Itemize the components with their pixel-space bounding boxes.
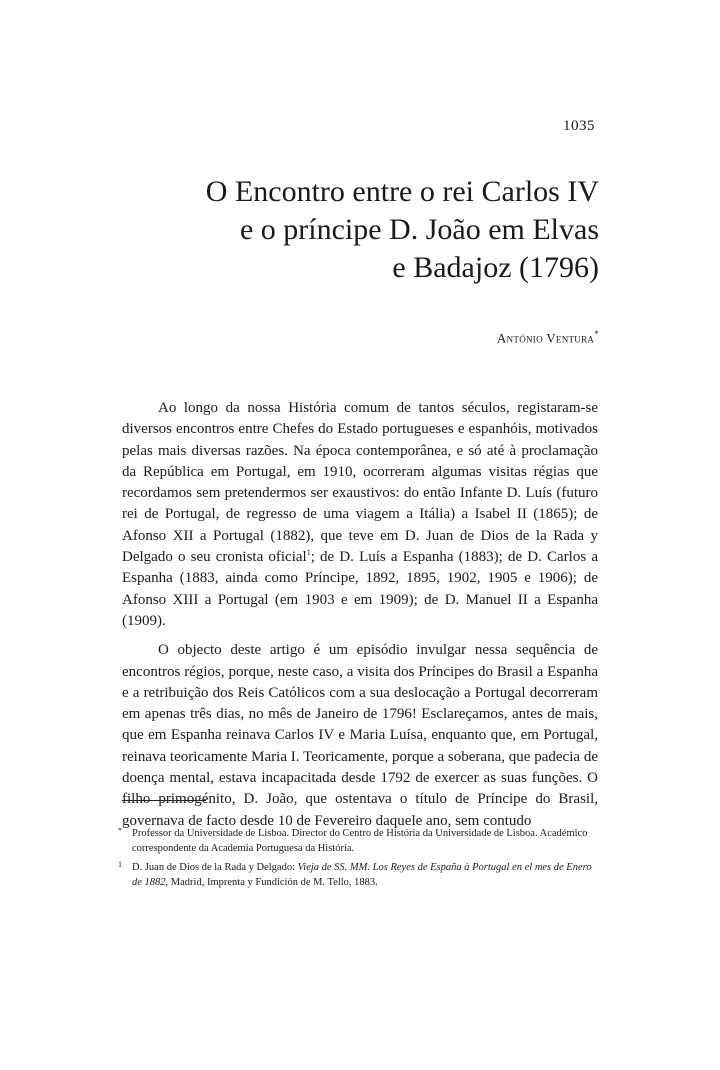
footnotes — [118, 826, 602, 894]
article-body — [122, 398, 598, 840]
title-line-1: O Encontro entre o rei Carlos IV — [205, 175, 599, 208]
paragraph-1-text-b: ; de D. Luís a Espanha (1883); de D. Carlos a Espanha (1883, ainda como Príncipe, 1892, 1895, 1902, 1905 e 1906); de Afonso XIII a Portugal (em 1903 e em 1909); de D. Manuel II a Espanha (1909). — [122, 549, 598, 629]
author-footnote-mark: * — [594, 329, 599, 339]
footnote-1 — [118, 860, 602, 890]
page-number: 1035 — [563, 118, 595, 134]
footnote-divider — [122, 800, 206, 801]
paragraph-2: O objecto deste artigo é um episódio invulgar nessa sequência de encontros régios, porque, neste caso, a visita dos Príncipes do Brasil a Espanha e a retribuição dos Reis Católicos com a sua deslocação a Portugal decorreram em apenas três dias, no mês de Janeiro de 1796! Esclareçamos, antes de mais, que em Espanha reinava Carlos IV e Maria Luísa, enquanto que, em Portugal, reinava teoricamente Maria I. Teoricamente, porque a soberana, que padecia de doença mental, estava incapacitada desde 1792 de exercer as suas funções. O filho primogénito, D. João, que ostentava o título de Príncipe do Brasil, governava de facto desde 10 de Fevereiro daquele ano, sem contudo — [122, 642, 598, 829]
footnote-mark: 1 — [118, 860, 122, 869]
author-byline — [497, 329, 599, 346]
article-title — [79, 173, 599, 287]
footnote-work-title: Vieja de SS. MM. Los Reyes de España à Portugal en el mes de Enero de 1882 — [132, 862, 592, 888]
footnote-text-a: D. Juan de Dios de la Rada y Delgado: — [132, 862, 298, 873]
author-name: António Ventura — [496, 330, 595, 346]
title-line-3: e Badajoz (1796) — [392, 251, 599, 284]
footnote-author — [118, 826, 602, 856]
footnote-mark: * — [118, 826, 122, 835]
footnote-ref-1: 1 — [306, 548, 311, 558]
footnote-text: Professor da Universidade de Lisboa. Director do Centro de História da Universidade de Lisboa. Académico correspondente da Academia Portuguesa da História. — [132, 828, 588, 854]
paragraph-1-text-a: Ao longo da nossa História comum de tantos séculos, registaram-se diversos encontros entre Chefes do Estado portugueses e espanhóis, motivados pelas mais diversas razões. Na época contemporânea, e só até à proclamação da República em Portugal, em 1910, ocorreram algumas visitas régias que recordamos sem pretendermos ser exaustivos: do então Infante D. Luís (futuro rei de Portugal, de regresso de uma viagem a Itália) a Isabel II (1865); de Afonso XII a Portugal (1882), que teve em D. Juan de Dios de la Rada y Delgado o seu cronista oficial — [122, 400, 598, 566]
paragraph-1 — [122, 398, 598, 632]
footnote-text-b: , Madrid, Imprenta y Fundición de M. Tello, 1883. — [165, 877, 378, 888]
title-line-2: e o príncipe D. João em Elvas — [239, 213, 599, 246]
